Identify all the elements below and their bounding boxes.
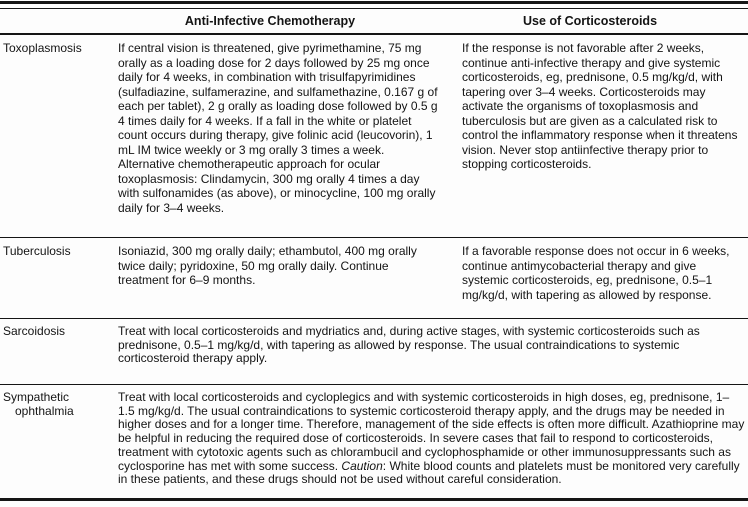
condition-label: Tuberculosis bbox=[3, 244, 71, 258]
treatment-text-segment: Treat with local corticosteroids and mydriatics and, during active stages, with systemic corticosteroids such as prednisone, 0.5–1 mg/kg/d, with tapering as allowed by response. The usual contraindications to systemic corticosteroid therapy apply. bbox=[118, 324, 700, 366]
table-row-sympathetic-ophthalmia bbox=[0, 385, 748, 498]
condition-label: Sarcoidosis bbox=[3, 324, 66, 338]
table-row-sarcoidosis bbox=[0, 319, 748, 385]
corticosteroids-text: If a favorable response does not occur in 6 weeks, continue antimycobacterial therapy and give systemic corticosteroids, eg, prednisone, 0.5–1 mg/kg/d, with tapering as allowed by response. bbox=[462, 244, 730, 302]
table-header-row bbox=[0, 9, 748, 35]
condition-label: Toxoplasmosis bbox=[3, 41, 82, 55]
column-header-corticosteroids: Use of Corticosteroids bbox=[522, 14, 658, 28]
table-body bbox=[0, 35, 748, 498]
anti-infective-text: Isoniazid, 300 mg orally daily; ethambutol, 400 mg orally twice daily; pyridoxine, 50 mg orally daily. Continue treatment for 6–9 months. bbox=[118, 244, 417, 287]
table-row-tuberculosis bbox=[0, 238, 748, 319]
treatment-text-segment: Treat with local corticosteroids and cycloplegics and with systemic corticosteroids in high doses, eg, prednisone, 1–1.5 mg/kg/d. The usual contraindications to systemic corticosteroid therapy apply, and the drugs may be needed in higher doses and for a longer time. Therefore, management of the side effects is often more difficult. Azathioprine may be helpful in reducing the required dose of corticosteroids. In severe cases that fail to respond to corticosteroids, treatment with cytotoxic agents such as chlorambucil and cyclophosphamide or other immunosuppressants such as cyclosporine has met with some success. bbox=[118, 390, 745, 473]
treatment-text-segment: : White blood counts and platelets must be monitored very carefully in these patients, and these drugs should not be used without careful consideration. bbox=[118, 458, 740, 487]
treatment-text-spanning bbox=[118, 319, 748, 384]
column-header-anti-infective: Anti-Infective Chemotherapy bbox=[184, 14, 356, 28]
caution-word: Caution bbox=[341, 458, 383, 473]
condition-label: Sympathetic ophthalmia bbox=[3, 390, 74, 418]
table-row-toxoplasmosis bbox=[0, 35, 748, 238]
corticosteroids-text: If the response is not favorable after 2 weeks, continue anti-infective therapy and give systemic corticosteroids, eg, prednisone, 0.5 mg/kg/d, with tapering over 3–4 weeks. Corticosteroids may activate the organisms of toxoplasmosis and tuberculosis but are given as a calculated risk to control the inflammatory response when it threatens vision. Never stop antiinfective therapy prior to stopping corticosteroids. bbox=[462, 41, 738, 171]
bottom-rule-thick bbox=[0, 498, 748, 501]
treatment-text-spanning bbox=[118, 385, 748, 498]
anti-infective-text: If central vision is threatened, give pyrimethamine, 75 mg orally as a loading dose for 2 days followed by 25 mg once daily for 4 weeks, in combination with trisulfapyrimidines (sulfadiazine, sulfamerazine, and sulfamethazine, 0.167 g of each per tablet), 2 g orally as loading dose followed by 0.5 g 4 times daily for 4 weeks. If a fall in the white or platelet count occurs during therapy, give folinic acid (leucovorin), 1 mL IM twice weekly or 3 mg orally 3 times a week. Alternative chemotherapeutic approach for ocular toxoplasmosis: Clindamycin, 300 mg orally 4 times a day with sulfonamides (as above), or minocycline, 100 mg orally daily for 3–4 weeks. bbox=[118, 41, 438, 215]
